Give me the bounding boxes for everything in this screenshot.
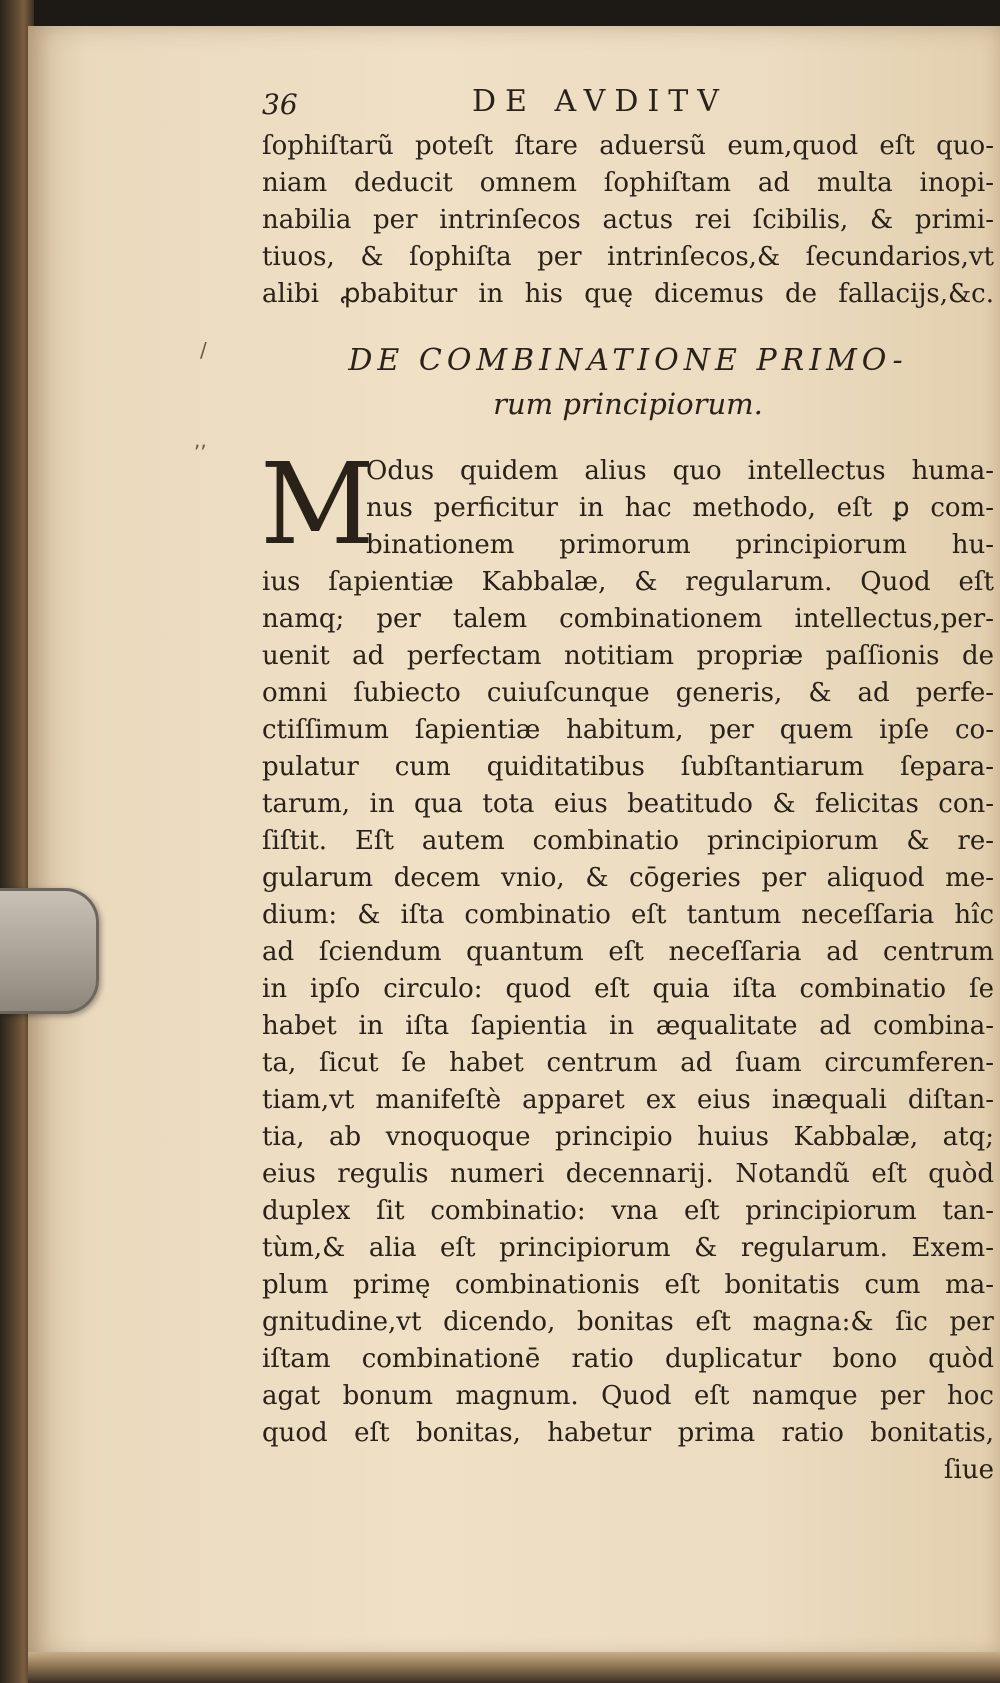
text-line: omni ſubiecto cuiuſcunque generis, & ad perfe-: [262, 678, 994, 708]
text-line: Odus quidem alius quo intellectus huma-: [366, 456, 994, 486]
text-line: ta, ſicut ſe habet centrum ad ſuam circumferen-: [262, 1048, 994, 1078]
text-line: ſiſtit. Eſt autem combinatio principiorum & re-: [262, 826, 994, 856]
text-line: pulatur cum quiditatibus ſubſtantiarum ſepara-: [262, 752, 994, 782]
text-line: habet in iſta ſapientia in æqualitate ad combina-: [262, 1011, 994, 1041]
text-line: in ipſo circulo: quod eſt quia iſta combinatio ſe: [262, 974, 994, 1004]
page-edge: [28, 1652, 1000, 1683]
text-line: ſophiſtarũ poteſt ſtare aduersũ eum,quod eſt quo-: [262, 131, 994, 161]
text-line: binationem primorum principiorum hu-: [366, 530, 994, 560]
page-text: [262, 82, 994, 1489]
text-line: duplex ſit combinatio: vna eſt principiorum tan-: [262, 1196, 994, 1226]
body-paragraph: [260, 440, 994, 1489]
text-line: gularum decem vnio, & cōgeries per aliquod me-: [262, 863, 994, 893]
running-head: [262, 82, 994, 128]
text-line: ctiſſimum ſapientiæ habitum, per quem ipſe co-: [262, 715, 994, 745]
section-heading-line-1: DE COMBINATIONE PRIMO-: [348, 343, 908, 378]
page-clip: [0, 888, 99, 1014]
text-line: plum primę combinationis eſt bonitatis cum ma-: [262, 1270, 994, 1300]
text-line: tùm,& alia eſt principiorum & regularum. Exem-: [262, 1233, 994, 1263]
text-line: gnitudine,vt dicendo, bonitas eſt magna:& ſic per: [262, 1307, 994, 1337]
text-line: alibi ꝓbabitur in his quę dicemus de fallacijs,&c.: [262, 279, 994, 309]
text-line: eius regulis numeri decennarij. Notandũ eſt quòd: [262, 1159, 994, 1189]
text-line: namq; per talem combinationem intellectus,per-: [262, 604, 994, 634]
top-paragraph: [262, 128, 994, 313]
text-line: quod eſt bonitas, habetur prima ratio bonitatis,: [262, 1418, 994, 1448]
drop-cap-initial: M: [260, 440, 375, 570]
running-title: DE AVDITV: [472, 84, 728, 119]
text-line: ad ſciendum quantum eſt neceſſaria ad centrum: [262, 937, 994, 967]
text-line: tarum, in qua tota eius beatitudo & felicitas con-: [262, 789, 994, 819]
catchword: ſiue: [943, 1455, 994, 1485]
text-line: iſtam combinationē ratio duplicatur bono quòd: [262, 1344, 994, 1374]
text-line: tia, ab vnoquoque principio huius Kabbalæ, atq;: [262, 1122, 994, 1152]
section-heading: [262, 339, 994, 425]
page-number: 36: [262, 88, 298, 121]
text-line: nabilia per intrinſecos actus rei ſcibilis, & primi-: [262, 205, 994, 235]
text-line: agat bonum magnum. Quod eſt namque per hoc: [262, 1381, 994, 1411]
text-line: nus perficitur in hac methodo, eſt ꝑ com-: [366, 493, 994, 523]
margin-mark: ,,: [194, 428, 207, 452]
text-line: tiuos, & ſophiſta per intrinſecos,& ſecundarios,vt: [262, 242, 994, 272]
text-line: dium: & iſta combinatio eſt tantum neceſſaria hîc: [262, 900, 994, 930]
margin-mark: /: [200, 338, 207, 362]
text-line: ius ſapientiæ Kabbalæ, & regularum. Quod eſt: [262, 567, 994, 597]
text-line: tiam,vt manifeſtè apparet ex eius inæquali diſtan-: [262, 1085, 994, 1115]
section-heading-line-2: rum principiorum.: [493, 387, 763, 421]
text-line: niam deducit omnem ſophiſtam ad multa inopi-: [262, 168, 994, 198]
text-line: uenit ad perfectam notitiam propriæ paſſionis de: [262, 641, 994, 671]
